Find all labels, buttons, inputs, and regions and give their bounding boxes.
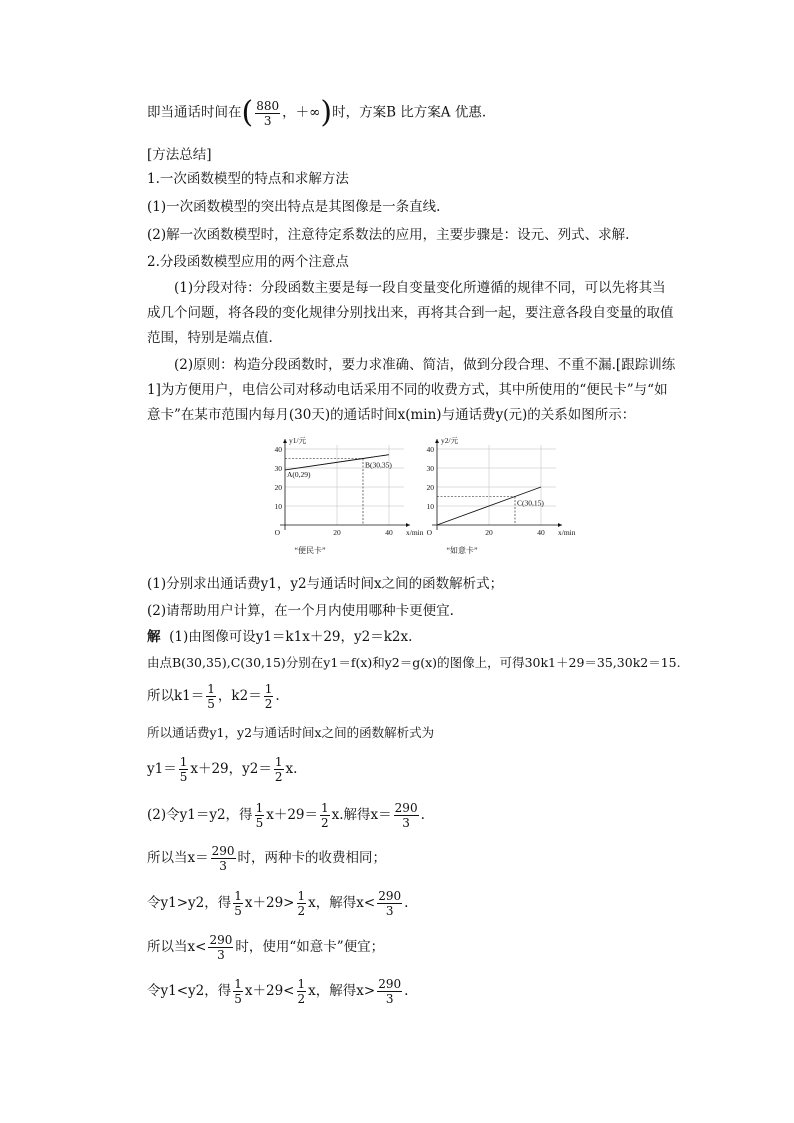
numerator: 880	[256, 98, 280, 113]
denominator: 3	[385, 904, 394, 918]
text: x＋29>	[244, 895, 295, 911]
y-axis-arrow	[435, 439, 439, 443]
point-label: C(30,15)	[517, 498, 544, 508]
text: x＋29＝	[266, 807, 318, 823]
numerator: 1	[297, 889, 306, 903]
text: 所以k1＝	[147, 688, 205, 704]
fraction	[208, 934, 233, 961]
numerator: 290	[209, 933, 233, 947]
fraction	[377, 890, 402, 917]
fraction	[206, 683, 216, 710]
right-paren: )	[320, 95, 333, 130]
x-axis-arrow	[558, 523, 562, 527]
numerator: 1	[234, 889, 242, 903]
solution-2: 由点B(30,35),C(30,15)分别在y1＝f(x)和y2＝g(x)的图像上，可得30k1＋29＝35,30k2＝15.	[147, 655, 681, 670]
solution-5	[147, 756, 674, 783]
numerator: 1	[255, 801, 264, 815]
solution-4: 所以通话费y1，y2与通话时间x之间的函数解析式为	[147, 725, 435, 740]
text: 时，使用“如意卡”便宜；	[235, 939, 385, 955]
y-tick-label: 10	[426, 502, 434, 511]
solution-3	[147, 683, 674, 710]
summary-item-1-2: (2)解一次函数模型时，注意待定系数法的应用，主要步骤是：设元、列式、求解.	[147, 227, 630, 243]
text: .	[420, 807, 425, 823]
text: x＋29<	[244, 983, 295, 999]
solution-8	[147, 890, 674, 917]
chart-caption: “如意卡”	[446, 546, 478, 555]
text: ，＋∞	[282, 104, 321, 121]
left-paren: (	[241, 95, 254, 130]
y-tick-label: 10	[274, 502, 282, 511]
fraction	[264, 683, 274, 710]
solution-9	[147, 934, 674, 961]
charts-figure	[260, 436, 576, 565]
chart-caption: “便民卡”	[294, 546, 326, 555]
text: x，解得x>	[308, 983, 376, 999]
point-label: B(30,35)	[365, 460, 392, 470]
solution-1	[147, 626, 674, 648]
x-tick-label: 40	[537, 528, 545, 537]
denominator: 3	[385, 992, 394, 1006]
numerator: 1	[179, 755, 188, 769]
numerator: 290	[211, 844, 235, 858]
text: (2)原则：构造分段函数时，要力求准确、简洁，做到分段合理、不重不漏.	[174, 357, 616, 373]
conclusion-line	[147, 95, 674, 130]
chart-1	[275, 436, 424, 555]
fraction	[233, 978, 243, 1005]
origin-label: O	[426, 528, 432, 537]
chart-2	[427, 436, 576, 555]
summary-item-2: 2.分段函数模型应用的两个注意点	[147, 254, 349, 270]
y-tick-label: 40	[274, 445, 282, 454]
question-1: (1)分别求出通话费y1，y2与通话时间x之间的函数解析式；	[147, 576, 504, 592]
text: x，解得x<	[308, 895, 376, 911]
denominator: 2	[274, 770, 283, 784]
fraction	[255, 100, 280, 127]
fraction	[394, 802, 419, 829]
y-axis-arrow	[283, 439, 287, 443]
denominator: 5	[207, 697, 215, 711]
solution-7	[147, 845, 674, 872]
numerator: 1	[264, 682, 273, 696]
y-tick-label: 40	[426, 445, 434, 454]
fraction	[274, 756, 284, 783]
fraction	[297, 890, 307, 917]
solution-10	[147, 978, 674, 1005]
origin-label: O	[274, 528, 280, 537]
denominator: 5	[255, 816, 264, 830]
summary-item-1: 1.一次函数模型的特点和求解方法	[147, 171, 349, 187]
summary-item-1-1: (1)一次函数模型的突出特点是其图像是一条直线.	[147, 199, 441, 215]
y-tick-label: 20	[426, 483, 434, 492]
fraction	[233, 890, 243, 917]
y-tick-label: 30	[274, 464, 282, 473]
x-tick-label: 20	[485, 528, 493, 537]
solution-6	[147, 802, 674, 829]
fraction	[179, 756, 189, 783]
denominator: 3	[217, 948, 225, 962]
x-tick-label: 40	[385, 528, 393, 537]
numerator: 1	[234, 977, 242, 991]
fraction	[211, 845, 236, 872]
text: x.解得x＝	[331, 807, 392, 823]
text: 时，两种卡的收费相同；	[237, 850, 387, 866]
text: x.	[285, 761, 298, 777]
numerator: 1	[297, 977, 306, 991]
x-axis-label: x/min	[406, 528, 424, 537]
fraction	[320, 802, 330, 829]
solution-label: 解	[147, 629, 161, 645]
y-axis-label: y1/元	[289, 436, 307, 445]
x-tick-label: 20	[333, 528, 341, 537]
summary-title: [方法总结]	[147, 147, 212, 163]
text: 所以当x＝	[147, 850, 209, 866]
numerator: 290	[394, 801, 418, 815]
denominator: 3	[219, 859, 227, 873]
fraction	[297, 978, 307, 1005]
text: y1＝	[147, 761, 177, 777]
text: (2)令y1＝y2，得	[147, 807, 253, 823]
denominator: 3	[263, 113, 272, 128]
x-axis-label: x/min	[558, 528, 576, 537]
fraction	[377, 978, 402, 1005]
fraction	[255, 802, 265, 829]
numerator: 290	[378, 977, 402, 991]
text: .	[404, 895, 409, 911]
denominator: 2	[297, 904, 306, 918]
text: .	[404, 983, 409, 999]
denominator: 5	[234, 992, 242, 1006]
text: 即当通话时间在	[147, 104, 242, 121]
denominator: 2	[264, 697, 273, 711]
numerator: 1	[321, 801, 329, 815]
x-axis-arrow	[406, 523, 410, 527]
text: 令y1>y2，得	[147, 895, 232, 911]
point-label: A(0,29)	[287, 469, 311, 479]
denominator: 2	[297, 992, 306, 1006]
denominator: 5	[179, 770, 188, 784]
text: x＋29，y2＝	[190, 761, 272, 777]
numerator: 290	[378, 889, 402, 903]
question-2: (2)请帮助用户计算，在一个月内使用哪种卡更便宜.	[147, 603, 454, 619]
text: 令y1<y2，得	[147, 983, 232, 999]
denominator: 5	[234, 904, 242, 918]
text: (1)由图像可设y1＝k1x＋29，y2＝k2x.	[169, 629, 413, 645]
text: ，k2＝	[217, 688, 262, 704]
y-tick-label: 30	[426, 464, 434, 473]
y-tick-label: 20	[274, 483, 282, 492]
text: .	[275, 688, 280, 704]
denominator: 2	[321, 816, 329, 830]
text: 时，方案B 比方案A 优惠.	[332, 104, 487, 121]
numerator: 1	[274, 755, 283, 769]
y-axis-label: y2/元	[441, 436, 459, 445]
numerator: 1	[207, 682, 215, 696]
summary-item-2-2	[147, 353, 677, 428]
text: 所以当x<	[147, 939, 207, 955]
denominator: 3	[402, 816, 410, 830]
summary-item-2-1: (1)分段对待：分段函数主要是每一段自变量变化所遵循的规律不同，可以先将其当成几个问题，将各段的变化规律分别找出来，再将其合到一起，要注意各段自变量的取值范围，特别是端点值.	[147, 280, 674, 346]
text: 为方便用户，电信公司对移动电话采用不同的收费方式，其中所使用的“便民卡”与“如意卡”在某市范围内每月(30天)的通话时间x(min)与通话费y(元)的关系如图所示：	[147, 382, 668, 423]
exercise-tag: [跟踪训练1]	[147, 357, 676, 398]
